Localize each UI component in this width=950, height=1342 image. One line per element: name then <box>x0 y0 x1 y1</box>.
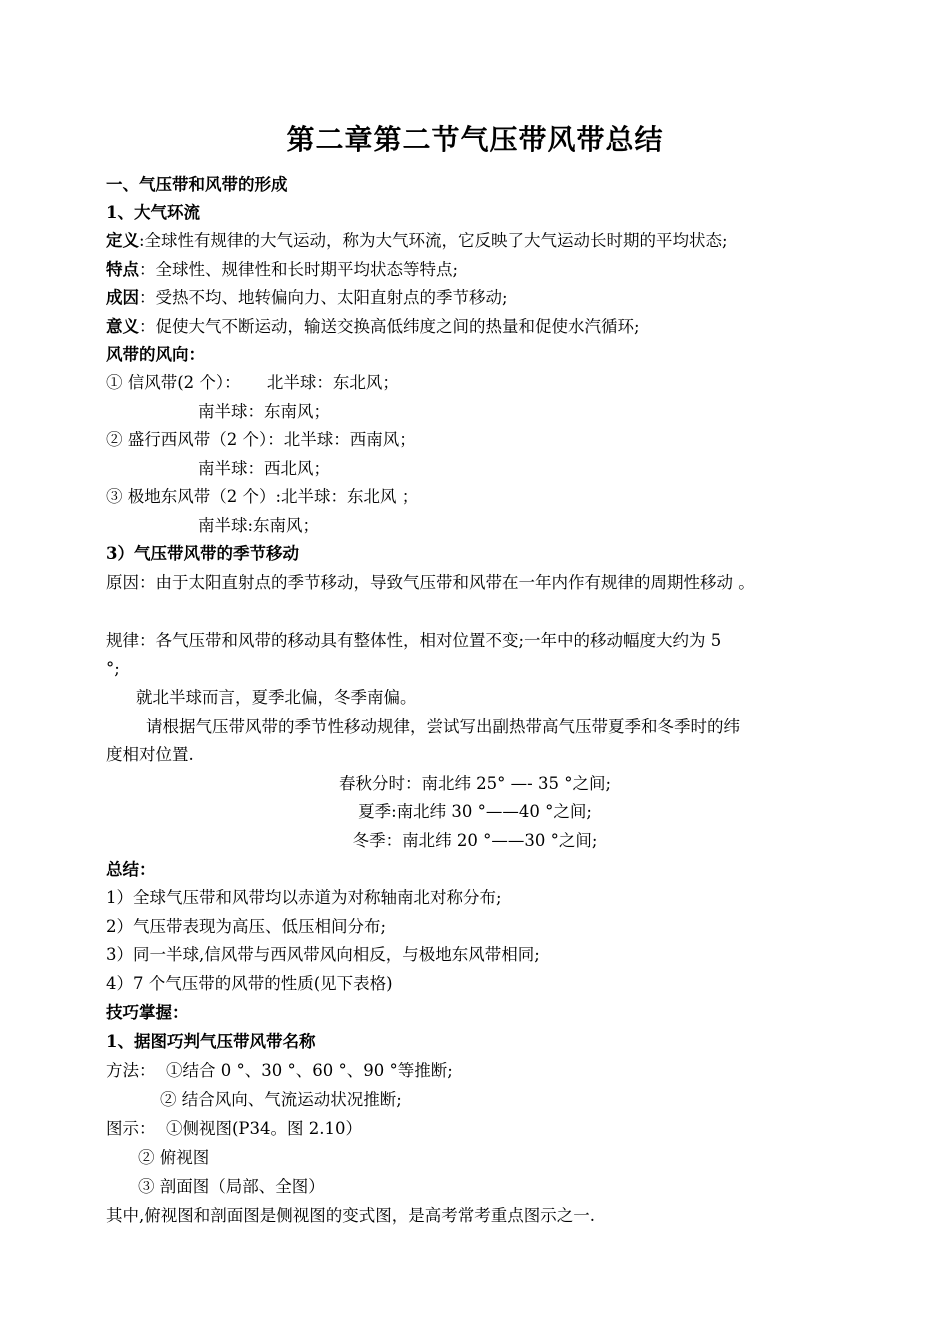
question-line-2: 度相对位置. <box>106 745 194 764</box>
method-line-1: 方法： ①结合 0 °、30 °、60 °、90 °等推断; <box>106 1061 453 1080</box>
summary-heading: 总结： <box>106 860 156 879</box>
definition-line <box>106 230 728 252</box>
equinox-answer: 春秋分时：南北纬 25° —- 35 °之间; <box>338 774 612 793</box>
summary-item-3: 3）同一半球,信风带与西风带风向相反，与极地东风带相同; <box>106 945 540 964</box>
definition-label: 定义 <box>106 231 139 250</box>
page-title: 第二章第二节气压带风带总结 <box>286 123 664 156</box>
cause-line <box>106 287 508 309</box>
feature-line <box>106 259 458 281</box>
trade-wind-south: 南半球：东南风； <box>198 402 330 421</box>
meaning-label: 意义 <box>106 317 139 336</box>
meaning-line <box>106 316 640 338</box>
figure-line-2: ② 俯视图 <box>138 1148 210 1167</box>
figure-line-3: ③ 剖面图（局部、全图） <box>138 1177 325 1196</box>
summer-answer: 夏季:南北纬 30 °——40 °之间; <box>358 802 592 821</box>
rule-line-1: 规律：各气压带和风带的移动具有整体性，相对位置不变;一年中的移动幅度大约为 5 <box>106 631 722 650</box>
question-line-1: 请根据气压带风带的季节性移动规律，尝试写出副热带高气压带夏季和冬季时的纬 <box>146 717 740 736</box>
cause-label: 成因 <box>106 288 139 307</box>
figure-line-1: 图示： ①侧视图(P34。图 2.10） <box>106 1119 363 1138</box>
polar-easterlies-south: 南半球:东南风； <box>198 516 320 535</box>
rule-line-2: °; <box>106 659 120 678</box>
westerlies-south: 南半球：西北风； <box>198 459 330 478</box>
feature-text: ：全球性、规律性和长时期平均状态等特点; <box>139 260 459 279</box>
skills-heading: 技巧掌握： <box>106 1003 189 1022</box>
trade-wind-north: ① 信风带(2 个）： 北半球：东北风； <box>106 373 399 392</box>
seasonal-shift-heading: 3）气压带风带的季节移动 <box>106 544 299 563</box>
feature-label: 特点 <box>106 260 139 279</box>
wind-direction-heading: 风带的风向： <box>106 345 205 364</box>
skills-subheading: 1、据图巧判气压带风带名称 <box>106 1032 316 1051</box>
meaning-text: ：促使大气不断运动，输送交换高低纬度之间的热量和促使水汽循环; <box>139 317 640 336</box>
polar-easterlies-north: ③ 极地东风带（2 个）:北半球：东北风 ； <box>106 487 419 506</box>
winter-answer: 冬季：南北纬 20 °——30 °之间; <box>352 831 598 850</box>
summary-item-4: 4）7 个气压带的风带的性质(见下表格) <box>106 974 393 993</box>
method-line-2: ② 结合风向、气流运动状况推断; <box>160 1090 402 1109</box>
definition-text: :全球性有规律的大气运动，称为大气环流，它反映了大气运动长时期的平均状态; <box>139 231 728 250</box>
section-heading-formation: 一、气压带和风带的形成 <box>106 175 288 194</box>
north-hemisphere-line: 就北半球而言，夏季北偏，冬季南偏。 <box>136 688 417 707</box>
cause-text: ：受热不均、地转偏向力、太阳直射点的季节移动; <box>139 288 508 307</box>
reason-line: 原因：由于太阳直射点的季节移动，导致气压带和风带在一年内作有规律的周期性移动 。 <box>106 573 755 592</box>
subheading-circulation: 1、大气环流 <box>106 203 200 222</box>
summary-item-1: 1）全球气压带和风带均以赤道为对称轴南北对称分布; <box>106 888 502 907</box>
westerlies-north: ② 盛行西风带（2 个）：北半球：西南风； <box>106 430 416 449</box>
closing-line: 其中,俯视图和剖面图是侧视图的变式图，是高考常考重点图示之一. <box>106 1206 595 1225</box>
summary-item-2: 2）气压带表现为高压、低压相间分布; <box>106 917 387 936</box>
